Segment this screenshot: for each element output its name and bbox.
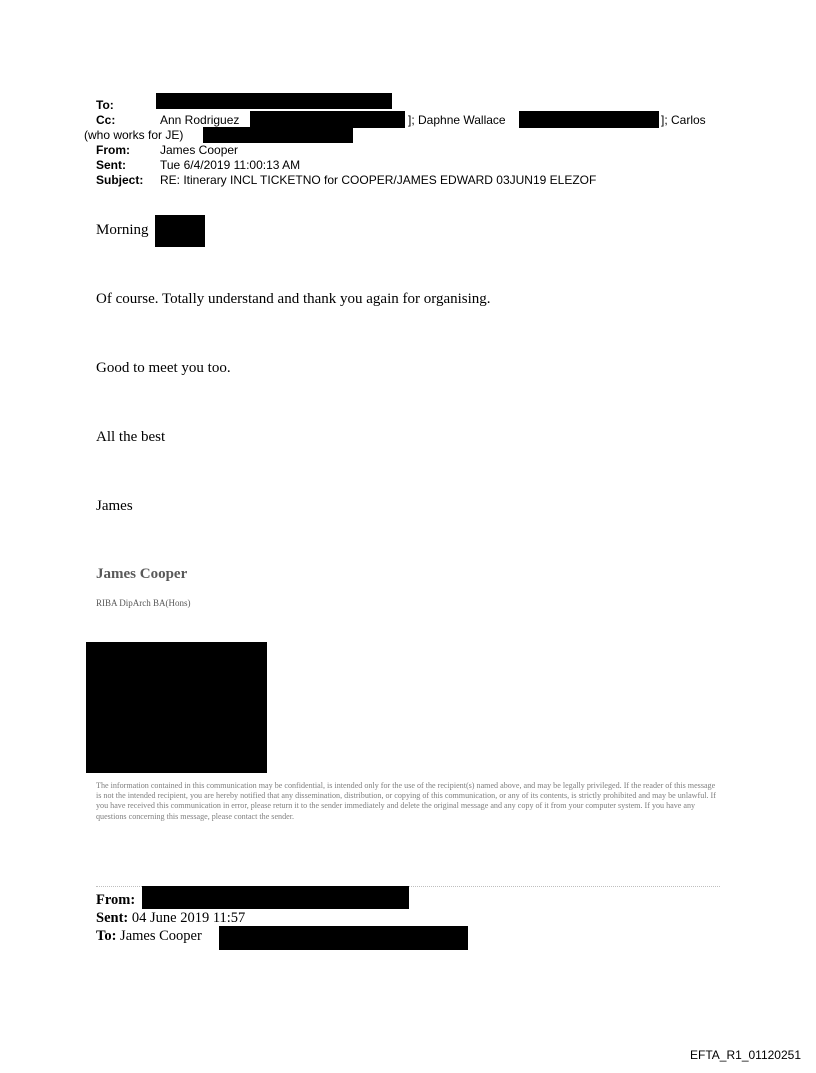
quoted-to-label: To: [96,928,117,944]
from-value: James Cooper [160,143,239,157]
redaction-quoted-from [142,886,409,909]
from-label: From: [96,143,130,157]
subject-value: RE: Itinerary INCL TICKETNO for COOPER/JAMES EDWARD 03JUN19 ELEZOF [160,173,597,187]
redaction-signature-logo [86,642,267,773]
redaction-cc-3 [203,127,353,143]
quoted-sent-label: Sent: [96,910,129,926]
redaction-quoted-to [219,926,468,950]
confidentiality-disclaimer: The information contained in this communication may be confidential, is intended only for the use of the recipient(s) named above, and may be legally privileged. If the reader of this message is not the intended recipient, you are hereby notified that any dissemination, distribution, or copying of this communication, or any of its contents, is strictly prohibited and may be unlawful. If you have received this communication in error, please return it to the sender immediately and delete the original message and any copy of it from your computer system. If you have any questions concerning this message, please contact the sender. [96,781,716,821]
signature-name: James Cooper [96,566,188,582]
sent-value: Tue 6/4/2019 11:00:13 AM [160,158,301,172]
signature-credentials: RIBA DipArch BA(Hons) [96,598,191,608]
signoff: James [96,498,133,514]
quoted-to-value: James Cooper [120,928,202,944]
quoted-to [96,928,202,944]
cc-continued: (who works for JE) [84,128,184,142]
cc-recipient-1: Ann Rodriguez [160,113,240,127]
redaction-greeting-name [155,215,205,247]
greeting: Morning [96,222,149,238]
document-id: EFTA_R1_01120251 [690,1048,801,1062]
quoted-from-label: From: [96,892,136,908]
sent-label: Sent: [96,158,126,172]
quoted-sent [96,910,245,926]
subject-label: Subject: [96,173,144,187]
cc-recipient-2: ]; Daphne Wallace [408,113,506,127]
paragraph-2: Good to meet you too. [96,360,231,376]
cc-label: Cc: [96,113,116,127]
paragraph-1: Of course. Totally understand and thank you again for organising. [96,291,491,307]
to-label: To: [96,98,114,112]
redaction-cc-2 [519,111,659,128]
redaction-cc-1 [250,111,405,128]
quoted-sent-value: 04 June 2019 11:57 [131,910,246,926]
redaction-to [156,93,392,109]
paragraph-3: All the best [96,429,166,445]
cc-recipient-3: ]; Carlos [661,113,706,127]
